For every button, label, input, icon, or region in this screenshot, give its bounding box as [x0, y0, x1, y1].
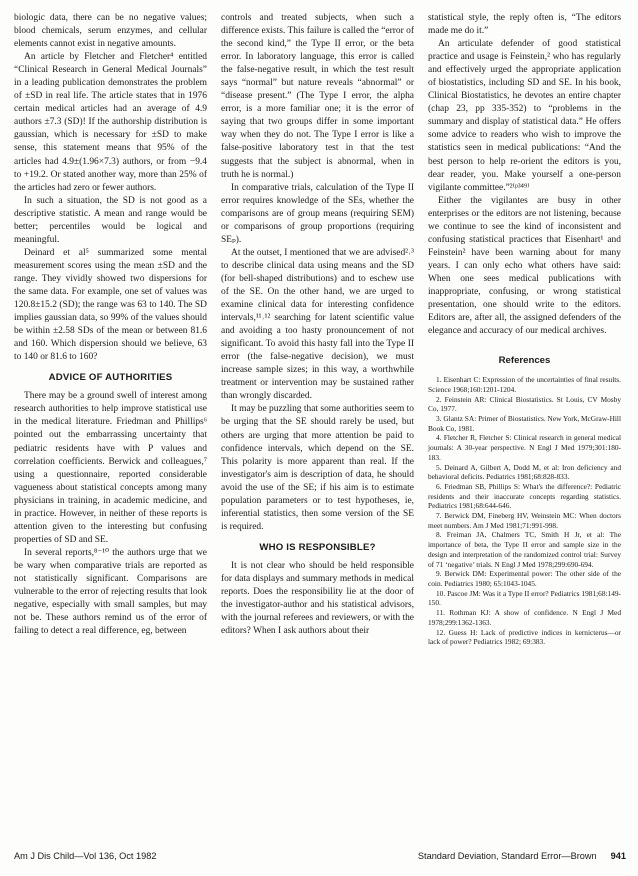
paragraph: At the outset, I mentioned that we are advised²˒³ to describe clinical data using means and the SD (for bell-shaped distributions) and to eschew use of the SE. On the other hand, we are urged to examine clinical data for interesting confidence intervals,¹¹˒¹² searching for latent scientific value and avoiding a too hasty pronouncement of not significant. To avoid this hasty fall into the Type II error (the false-negative decision), we must increase sample sizes; in this way, a worthwhile treatment or intervention may be sustained rather than wrongly discarded.: [221, 247, 414, 402]
paragraph: Deinard et al⁵ summarized some mental measurement scores using the mean ±SD and the range. They vividly showed two dispersions for the same data. For example, one set of values was 120.8±15.2 (SD); the range was 63 to 140. The SD implies gaussian data, so 99% of the values should be within ±2.58 SDs of the mean or between 81.6 and 160. Which dispersion should we believe, 63 to 140 or 81.6 to 160?: [14, 247, 207, 363]
paragraph: An article by Fletcher and Fletcher⁴ entitled “Clinical Research in General Medical Journals” in a leading publication demonstrates the problem of ±SD in real life. The article states that in 1976 certain medical articles had an average of 4.9 authors ±7.3 (SD)! If the authorship distribution is gaussian, which is necessary for ±SD to make sense, this statement means that 95% of the articles had 4.9±(1.96×7.3) authors, or from −9.4 to +19.2. Or stated another way, more than 25% of the articles had zero or fewer authors.: [14, 52, 207, 193]
section-heading: ADVICE OF AUTHORITIES: [48, 372, 173, 384]
reference-item: 7. Berwick DM, Fineberg HV, Weinstein MC: When doctors meet numbers. Am J Med 1981;71:991-998.: [428, 511, 621, 530]
reference-item: 12. Guess H: Lack of predictive indices in kernicterus—or lack of power? Pediatrics 1982; 69:383.: [428, 627, 621, 647]
paragraph: biologic data, there can be no negative values; blood chemicals, serum enzymes, and cellular elements cannot exist in negative amounts.: [14, 13, 207, 50]
text-column-1: [14, 12, 207, 638]
reference-item: 11. Rothman KJ: A show of confidence. N Engl J Med 1978;299:1362-1363.: [428, 608, 621, 627]
article-page: [14, 12, 626, 842]
paragraph: It may be puzzling that some authorities seem to be urging that the SE should rarely be used, but others are urging that more attention be paid to confidence intervals, which depend on the SE. This polarity is more apparent than real. If the investigator's aim is description of data, he should avoid the use of the SE; if his aim is to estimate population parameters or to test hypotheses, ie, inferential statistics, then some version of the SE is required.: [221, 404, 414, 532]
paragraph: It is not clear who should be held responsible for data displays and summary methods in medical reports. Does the responsibility lie at the door of the investigator-author and his statistical advisors, with the journal referees and reviewers, or with the editors? When I ask authors about their: [221, 560, 414, 637]
reference-item: 6. Friedman SB, Phillips S: What's the difference?: Pediatric residents and their inaccurate concepts regarding statistics. Pediatrics 1981;68:644-646.: [428, 481, 621, 511]
running-title: [418, 851, 626, 861]
reference-item: 9. Berwick DM: Experimental power: The other side of the coin. Pediatrics 1980; 65:1043-1045.: [428, 569, 621, 588]
paragraph: In such a situation, the SD is not good as a descriptive statistic. A mean and range would be better; percentiles would be logical and meaningful.: [14, 195, 207, 245]
reference-item: 1. Eisenhart C: Expression of the uncertainties of final results. Science 1968;160:1201-1204.: [428, 375, 621, 394]
paragraph: In several reports,⁸⁻¹⁰ the authors urge that we be wary when comparative trials are reported as not statistically significant. Comparisons are vulnerable to the error of rejecting results that look negative, especially with small samples, but may not be. These authors remind us of the error of failing to detect a real difference, eg, between: [14, 547, 207, 637]
reference-item: 3. Glantz SA: Primer of Biostatistics. New York, McGraw-Hill Book Co, 1981.: [428, 414, 621, 433]
paragraph: Either the vigilantes are busy in other enterprises or the editors are not listening, because we continue to see the kind of inconsistent and confusing statistical practices that Eisenhart¹ and Feinstein² have been warning about for many years. I can only echo what others have said: When one sees medical publications with inappropriate, confusing, or wrong statistical presentation, one should write to the editors. Editors are, after all, the assigned defenders of the elegance and accuracy of our medical archives.: [428, 195, 621, 337]
running-title-text: Standard Deviation, Standard Error—Brown: [417, 851, 597, 861]
journal-citation: Am J Dis Child—Vol 136, Oct 1982: [14, 851, 157, 861]
paragraph: controls and treated subjects, when such a difference exists. This failure is called the “error of the second kind,” the Type II error, or the beta error. In laboratory language, this error is called the false-negative result, in which the test result says “normal” but nature reveals “abnormal” or “disease present.” (The Type I error, the alpha error, is a more familiar one; it is the error of saying that two groups differ in some important way when they do not. The Type I error is like a false-positive laboratory test in that the test suggests that the subject is abnormal, when in truth he is normal.): [221, 13, 414, 180]
reference-item: 10. Pascoe JM: Was it a Type II error? Pediatrics 1981;68:149-150.: [428, 588, 621, 608]
paragraph: An articulate defender of good statistical practice and usage is Feinstein,² who has regularly and effectively urged the appropriate application of biostatistics, including SD and SE. In his book, Clinical Biostatistics, he devotes an entire chapter (chap 23, pp 335-352) to “problems in the summary and display of statistical data.” He offers some advice to readers who wish to improve the statistics seen in medical publications: “And the best person to help re-orient the editors is you, dear reader, you. Make yourself a one-person vigilante committee.”²⁽ᵖ³⁴⁹⁾: [428, 39, 621, 193]
section-heading: WHO IS RESPONSIBLE?: [259, 541, 376, 553]
reference-list: [428, 375, 621, 647]
reference-item: 8. Freiman JA, Chalmers TC, Smith H Jr, et al: The importance of beta, the Type II error and sample size in the design and interpretation of the randomized control trial: Survey of 71 ‘negative’ trials. N Engl J Med 1978;299:690-694.: [428, 530, 621, 569]
text-column-3: [428, 12, 621, 647]
page-number: 941: [610, 851, 626, 861]
text-column-2: [221, 12, 414, 638]
reference-item: 5. Deinard A, Gilbert A, Dodd M, et al: Iron deficiency and behavioral deficits. Pediatrics 1981;68:828-833.: [428, 462, 621, 482]
paragraph: statistical style, the reply often is, “The editors made me do it.”: [428, 13, 621, 37]
page-footer: [14, 851, 626, 865]
reference-item: 4. Fletcher R, Fletcher S: Clinical research in general medical journals: A 30-year perspective. N Engl J Med 1979;301:180-183.: [428, 433, 621, 462]
paragraph: In comparative trials, calculation of the Type II error requires knowledge of the SEs, whether the comparisons are of group means (requiring SEM) or comparisons of group proportions (requiring SEₚ).: [221, 182, 414, 245]
reference-item: 2. Feinstein AR: Clinical Biostatistics. St Louis, CV Mosby Co, 1977.: [428, 394, 621, 414]
references-heading: References: [498, 355, 551, 367]
paragraph: There may be a ground swell of interest among research authorities to help improve statistical use in the medical literature. Friedman and Phillips⁶ pointed out the embarrassing uncertainty that pediatric residents have with P values and correlation coefficients. Berwick and colleagues,⁷ using a questionnaire, reported considerable vagueness about statistical concepts among many physicians in training, in academic medicine, and in practice. However, in neither of these reports is attention given to the interesting but confusing properties of SD and SE.: [14, 391, 207, 545]
